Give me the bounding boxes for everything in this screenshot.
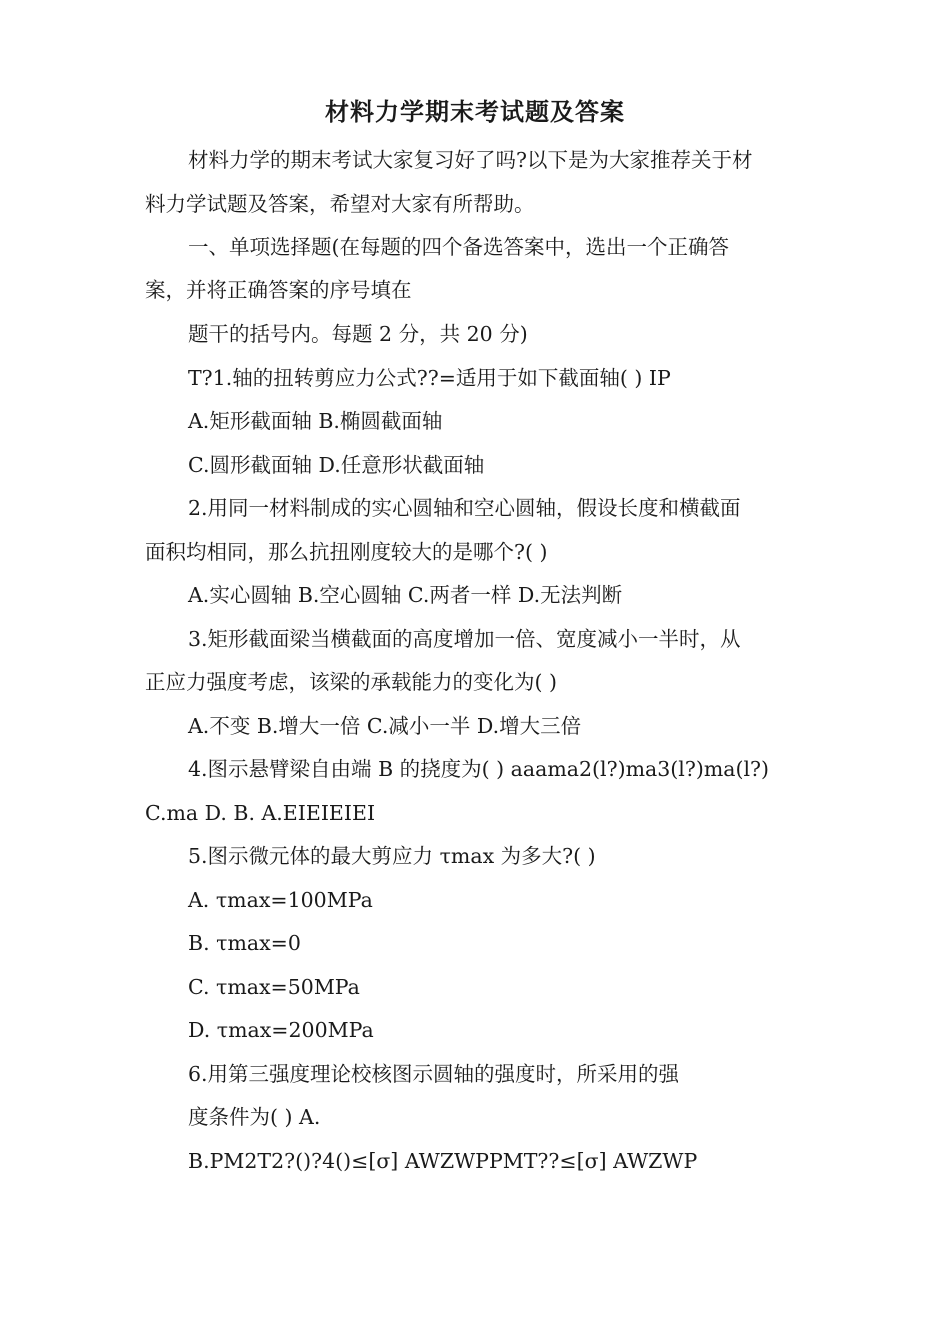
question-6-line-2: 度条件为( ) A. bbox=[188, 1105, 321, 1129]
question-5: 5.图示微元体的最大剪应力 τmax 为多大?( ) bbox=[188, 844, 596, 868]
question-4-line-1: 4.图示悬臂梁自由端 B 的挠度为( ) aaama2(l?)ma3(l?)ma(l?) bbox=[188, 757, 770, 781]
question-5-option-b: B. τmax=0 bbox=[188, 931, 301, 955]
question-6-line-3: B.PM2T2?()?4()≤[σ] AWZWPPMT??≤[σ] AWZWP bbox=[188, 1149, 698, 1173]
question-4-line-2: C.ma D. B. A.EIEIEIEI bbox=[145, 801, 376, 825]
section-heading-line-2: 案，并将正确答案的序号填在 bbox=[145, 278, 412, 302]
question-2-line-2: 面积均相同，那么抗扭刚度较大的是哪个?( ) bbox=[145, 540, 548, 564]
question-2-line-1: 2.用同一材料制成的实心圆轴和空心圆轴，假设长度和横截面 bbox=[188, 496, 741, 520]
question-5-option-d: D. τmax=200MPa bbox=[188, 1018, 374, 1042]
section-heading-line-1: 一、单项选择题(在每题的四个备选答案中，选出一个正确答 bbox=[188, 235, 729, 259]
question-1-options-ab: A.矩形截面轴 B.椭圆截面轴 bbox=[188, 409, 443, 433]
question-3-line-2: 正应力强度考虑，该梁的承载能力的变化为( ) bbox=[145, 670, 558, 694]
question-2-options: A.实心圆轴 B.空心圆轴 C.两者一样 D.无法判断 bbox=[188, 583, 623, 607]
question-3-options: A.不变 B.增大一倍 C.减小一半 D.增大三倍 bbox=[188, 714, 582, 738]
document-title: 材料力学期末考试题及答案 bbox=[325, 98, 625, 126]
question-1-options-cd: C.圆形截面轴 D.任意形状截面轴 bbox=[188, 453, 485, 477]
question-5-option-c: C. τmax=50MPa bbox=[188, 975, 360, 999]
intro-line-2: 料力学试题及答案，希望对大家有所帮助。 bbox=[145, 192, 535, 216]
question-5-option-a: A. τmax=100MPa bbox=[188, 888, 373, 912]
intro-line-1: 材料力学的期末考试大家复习好了吗?以下是为大家推荐关于材 bbox=[188, 148, 753, 172]
section-heading-line-3: 题干的括号内。每题 2 分，共 20 分) bbox=[188, 322, 528, 346]
question-1: T?1.轴的扭转剪应力公式??=适用于如下截面轴( ) IP bbox=[188, 366, 671, 390]
question-6-line-1: 6.用第三强度理论校核图示圆轴的强度时，所采用的强 bbox=[188, 1062, 680, 1086]
question-3-line-1: 3.矩形截面梁当横截面的高度增加一倍、宽度减小一半时，从 bbox=[188, 627, 741, 651]
